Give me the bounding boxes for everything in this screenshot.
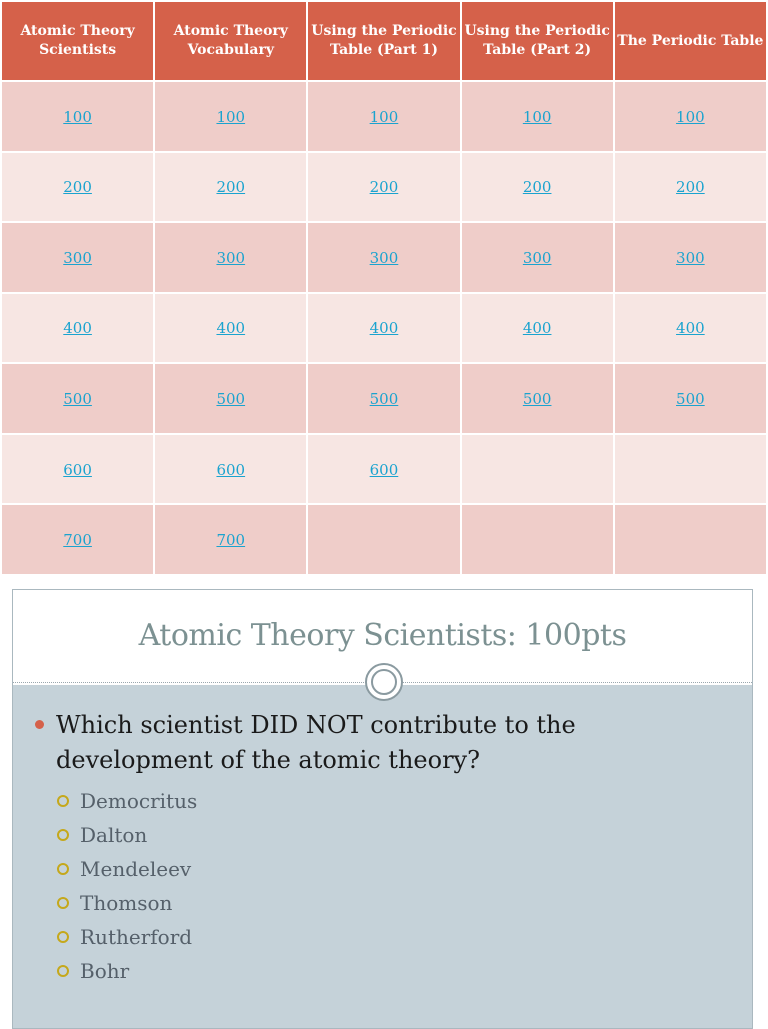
ring-bullet-icon	[57, 829, 69, 841]
category-header: The Periodic Table	[614, 1, 767, 81]
board-cell	[614, 504, 767, 575]
board-cell[interactable]	[154, 434, 307, 505]
board-cell[interactable]	[307, 81, 460, 152]
point-value-link[interactable]: 500	[522, 390, 552, 409]
answer-option	[57, 852, 657, 886]
board-cell[interactable]	[461, 152, 614, 223]
point-value-link[interactable]: 200	[522, 178, 552, 197]
category-header: Atomic Theory Vocabulary	[154, 1, 307, 81]
answer-option-label: Rutherford	[80, 925, 193, 949]
point-value-link[interactable]: 400	[63, 319, 92, 338]
answer-option	[57, 886, 657, 920]
slide-title: Atomic Theory Scientists: 100pts	[138, 618, 627, 653]
board-cell[interactable]	[307, 222, 460, 293]
board-cell[interactable]	[154, 504, 307, 575]
point-value-link[interactable]: 300	[369, 248, 399, 267]
answer-option	[57, 818, 657, 852]
board-cell[interactable]	[1, 81, 154, 152]
board-cell[interactable]	[154, 222, 307, 293]
answer-options	[57, 784, 657, 988]
question-item	[33, 708, 733, 778]
ring-bullet-icon	[57, 897, 69, 909]
answer-option-label: Mendeleev	[80, 857, 192, 881]
board-cell[interactable]	[307, 434, 460, 505]
point-value-link[interactable]: 500	[369, 390, 399, 409]
ring-bullet-icon	[57, 965, 69, 977]
circle-ornament-inner	[371, 669, 397, 695]
category-header: Using the Periodic Table (Part 2)	[461, 1, 614, 81]
board-cell[interactable]	[614, 81, 767, 152]
point-value-link[interactable]: 300	[63, 248, 92, 267]
point-value-link[interactable]: 400	[369, 319, 399, 338]
point-value-link[interactable]: 500	[216, 390, 246, 409]
board-cell[interactable]	[614, 363, 767, 434]
point-value-link[interactable]: 200	[676, 178, 705, 197]
board-cell[interactable]	[614, 222, 767, 293]
point-value-link[interactable]: 300	[522, 248, 552, 267]
answer-option	[57, 920, 657, 954]
board-cell[interactable]	[1, 363, 154, 434]
point-value-link[interactable]: 600	[369, 460, 399, 479]
point-value-link[interactable]: 300	[676, 248, 705, 267]
board-row	[1, 81, 767, 152]
board-row	[1, 293, 767, 364]
board-cell	[614, 434, 767, 505]
board-cell[interactable]	[307, 363, 460, 434]
point-value-link[interactable]: 200	[216, 178, 246, 197]
board-cell[interactable]	[1, 504, 154, 575]
answer-option	[57, 784, 657, 818]
board-cell[interactable]	[154, 152, 307, 223]
point-value-link[interactable]: 500	[63, 390, 92, 409]
point-value-link[interactable]: 100	[522, 107, 552, 126]
board-cell[interactable]	[1, 434, 154, 505]
board-cell[interactable]	[1, 293, 154, 364]
board-row	[1, 434, 767, 505]
point-value-link[interactable]: 400	[522, 319, 552, 338]
board-cell[interactable]	[154, 81, 307, 152]
board-row	[1, 363, 767, 434]
board-cell[interactable]	[1, 222, 154, 293]
board-cell[interactable]	[461, 293, 614, 364]
point-value-link[interactable]: 200	[369, 178, 399, 197]
board-cell[interactable]	[154, 293, 307, 364]
point-value-link[interactable]: 400	[216, 319, 246, 338]
point-value-link[interactable]: 600	[63, 460, 92, 479]
board-cell[interactable]	[614, 152, 767, 223]
board-row	[1, 152, 767, 223]
point-value-link[interactable]: 600	[216, 460, 246, 479]
board-row	[1, 504, 767, 575]
point-value-link[interactable]: 300	[216, 248, 246, 267]
circle-ornament-icon	[365, 663, 403, 701]
point-value-link[interactable]: 100	[216, 107, 246, 126]
bullet-dot-icon	[35, 720, 44, 729]
board-cell	[461, 504, 614, 575]
point-value-link[interactable]: 700	[63, 531, 92, 550]
board-cell[interactable]	[1, 152, 154, 223]
answer-option-label: Dalton	[80, 823, 148, 847]
point-value-link[interactable]: 700	[216, 531, 246, 550]
board-header-row	[1, 1, 767, 81]
point-value-link[interactable]: 100	[369, 107, 399, 126]
board-cell	[307, 504, 460, 575]
board-cell[interactable]	[614, 293, 767, 364]
question-slide	[12, 589, 753, 1029]
point-value-link[interactable]: 100	[676, 107, 705, 126]
board-cell[interactable]	[461, 81, 614, 152]
board-cell[interactable]	[307, 293, 460, 364]
board-cell[interactable]	[461, 363, 614, 434]
question-text: Which scientist DID NOT contribute to the development of the atomic theory?	[56, 711, 576, 774]
point-value-link[interactable]: 400	[676, 319, 705, 338]
category-header: Using the Periodic Table (Part 1)	[307, 1, 460, 81]
point-value-link[interactable]: 500	[676, 390, 705, 409]
answer-option	[57, 954, 657, 988]
ring-bullet-icon	[57, 795, 69, 807]
category-header: Atomic Theory Scientists	[1, 1, 154, 81]
board-row	[1, 222, 767, 293]
answer-option-label: Democritus	[80, 789, 198, 813]
board-cell[interactable]	[307, 152, 460, 223]
board-cell[interactable]	[461, 222, 614, 293]
answer-option-label: Thomson	[80, 891, 173, 915]
point-value-link[interactable]: 200	[63, 178, 92, 197]
point-value-link[interactable]: 100	[63, 107, 92, 126]
ring-bullet-icon	[57, 931, 69, 943]
board-body	[1, 81, 767, 575]
ring-bullet-icon	[57, 863, 69, 875]
answer-option-label: Bohr	[80, 959, 130, 983]
board-cell	[461, 434, 614, 505]
board-cell[interactable]	[154, 363, 307, 434]
